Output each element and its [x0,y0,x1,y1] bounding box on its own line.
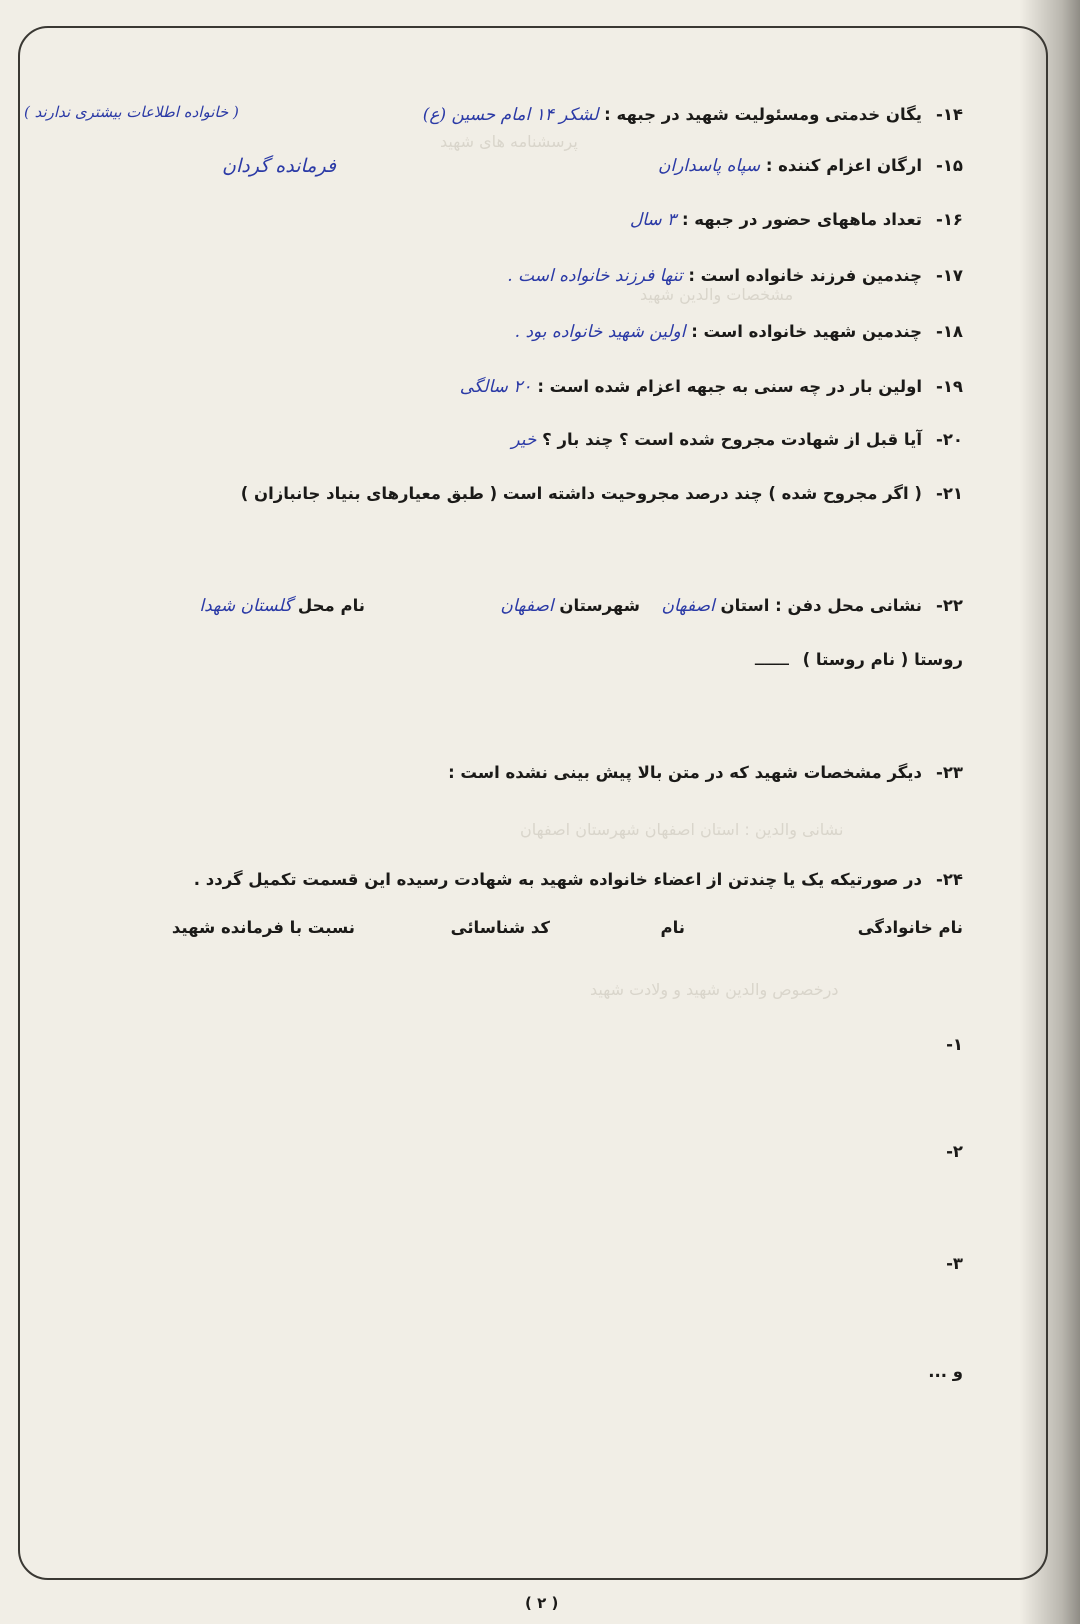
question-label: اولین بار در چه سنی به جبهه اعزام شده است : [537,377,922,396]
question-label: ( اگر مجروح شده ) چند درصد مجروحیت داشته است ( طبق معیارهای بنیاد جانبازان ) [240,484,922,503]
question-number: ۱۹- [935,377,963,396]
handwritten-city: اصفهان [500,596,554,616]
burial-city-label: شهرستان [559,596,640,615]
question-16 [630,210,963,230]
burial-province-label: نشانی محل دفن : استان [720,596,922,615]
question-number: ۲۰- [935,430,963,449]
question-24 [194,870,963,889]
question-14 [423,105,963,125]
margin-note-family: ( خانواده اطلاعات بیشتری ندارند ) [24,103,239,121]
burial-village [755,650,963,669]
question-23 [448,763,963,782]
question-number: ۲۲- [935,596,963,615]
question-number: ۱۵- [935,156,963,175]
question-17 [507,266,963,286]
table-row: و ... [928,1362,963,1381]
handwritten-answer: اولین شهید خانواده بود . [514,322,686,342]
question-number: ۲۳- [935,763,963,782]
question-label: یگان خدمتی ومسئولیت شهید در جبهه : [604,105,922,124]
header-id-code: کد شناسائی [450,918,550,937]
question-number: ۲۱- [935,484,963,503]
header-relation: نسبت با فرمانده شهید [171,918,355,937]
burial-place-label: نام محل [297,596,365,615]
handwritten-answer: تنها فرزند خانواده است . [507,266,683,286]
bleed-through-text: پرسشنامه های شهید [440,132,578,151]
question-number: ۲۴- [935,870,963,889]
table-row: ۱- [946,1035,963,1054]
table-row: ۳- [946,1254,963,1273]
question-label: در صورتیکه یک یا چندتن از اعضاء خانواده شهید به شهادت رسیده این قسمت تکمیل گردد . [193,870,922,889]
question-label: چندمین فرزند خانواده است : [688,266,922,285]
handwritten-answer: ۳ سال [629,210,677,230]
form-border [18,26,1048,1580]
page-number: ( ۲ ) [525,1594,559,1612]
question-20 [511,430,963,450]
bleed-through-text: مشخصات والدین شهید [640,285,794,304]
question-22 [661,596,963,616]
question-number: ۱۴- [935,105,963,124]
handwritten-answer: لشکر ۱۴ امام حسین (ع) [422,105,599,125]
handwritten-answer: خیر [511,430,537,450]
table-row: ۲- [946,1142,963,1161]
handwritten-answer: سپاه پاسداران [658,156,761,176]
handwritten-answer: ۲۰ سالگی [459,377,532,397]
question-number: ۱۸- [935,322,963,341]
question-label: آیا قبل از شهادت مجروح شده است ؟ چند بار ؟ [542,430,922,449]
handwritten-province: اصفهان [661,596,715,616]
question-19 [460,377,963,397]
question-number: ۱۷- [935,266,963,285]
margin-note-commander: فرمانده گردان [222,155,337,177]
handwritten-place: گلستان شهدا [199,596,293,616]
bleed-through-text: درخصوص والدین شهید و ولادت شهید [590,980,839,999]
burial-place [199,596,365,616]
question-18 [515,322,963,342]
burial-city [500,596,640,616]
header-family-name: نام خانوادگی [857,918,963,937]
question-number: ۱۶- [935,210,963,229]
village-blank: ـــــــ [755,650,789,669]
header-first-name: نام [660,918,685,937]
question-label: تعداد ماههای حضور در جبهه : [681,210,922,229]
question-label: چندمین شهید خانواده است : [691,322,922,341]
question-label: ارگان اعزام کننده : [765,156,922,175]
burial-village-label: روستا ( نام روستا ) [802,650,963,669]
question-label: دیگر مشخصات شهید که در متن بالا پیش بینی نشده است : [448,763,922,782]
question-21 [241,484,963,504]
bleed-through-text: نشانی والدین : استان اصفهان شهرستان اصفهان [520,820,844,839]
question-15 [658,156,963,176]
